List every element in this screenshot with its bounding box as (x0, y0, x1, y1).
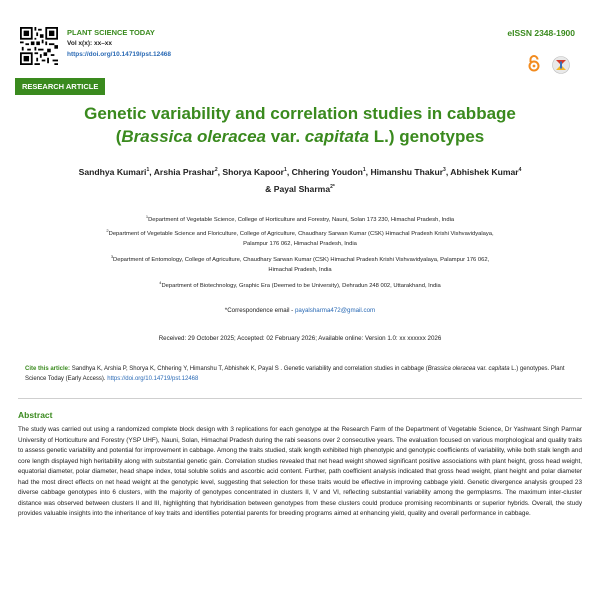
citation-doi-link[interactable]: https://doi.org/10.14719/pst.12468 (107, 376, 199, 382)
open-access-icon[interactable] (527, 54, 541, 72)
correspondence: *Correspondence email - payalsharma472@gmail.com (224, 307, 376, 314)
publication-dates: Received: 29 October 2025; Accepted: 02 February 2026; Available online: Version 1.0: xx xxxxxx 2026 (158, 335, 442, 342)
correspondence-email[interactable]: payalsharma472@gmail.com (294, 307, 376, 314)
journal-name: PLANT SCIENCE TODAY (67, 28, 155, 37)
author-name: Arshia Prashar (153, 166, 215, 177)
article-title-line1: Genetic variability and correlation studies in cabbage (84, 104, 516, 123)
crossmark-icon[interactable] (552, 56, 570, 74)
author-name: Himanshu Thakur (370, 166, 444, 177)
author-name: Abhishek Kumar (450, 166, 519, 177)
divider (18, 398, 582, 399)
author-name: Sandhya Kumari (78, 166, 147, 177)
abstract-heading: Abstract (18, 410, 53, 420)
citation: Cite this article: Sandhya K, Arshia P, Shorya K, Chhering Y, Himanshu T, Abhishek K, Payal S . Genetic variability and correlation studies in cabbage (Brassica oleracea var. capitata L.) genotypes. Plant Science Today (Early Access). https://doi.org/10.14719/pst.12468 (25, 366, 565, 382)
affiliation-3: $^3$Department of Entomology, College of Agriculture, Chaudhary Sarwan Kumar (CSK) Himachal Pradesh Krishi Vishvavidyalaya, Palampur 176 062, Himachal Pradesh, India (110, 254, 490, 274)
qr-code-icon (20, 27, 58, 65)
doi-link[interactable]: https://doi.org/10.14719/pst.12468 (67, 51, 172, 58)
affiliation-4: $^4$Department of Biotechnology, Graphic Era (Deemed to be University), Dehradun 248 002, Uttarakhand, India (159, 280, 441, 289)
abstract-text: The study was carried out using a randomized complete block design with 3 replications for each genotype at the Research Farm of the Department of Vegetable Science, Dr Yashwant Singh Parmar University of Horticulture and Forestry (YSP UHF), Nauni, Solan, Himachal Pradesh during the rabi seasons over 2 consecutive years. The evaluation focused on various morphological and quality traits to assess genetic variability and potential for improvement in cabbage. Among the traits studied, stalk length exhibited high phenotypic and genotypic coefficients of variability, while both stalk length and core length displayed high heritability along with substantial genetic gain. Correlation studies revealed that net head weight showed significant positive associations with plant height, gross head weight, equatorial diameter, polar diameter, head shape index, total soluble solids and ascorbic acid content. Further, path coefficient analysis indicated that gross head weight, plant height and polar diameter had the most direct effects on net head weight at the genotypic level, suggesting that selection for these traits would be effective in improving cabbage yield. Genetic divergence analysis grouped 23 diverse cabbage genotypes into 6 clusters, with the majority of genotypes concentrated in clusters II, V and VI, reflecting substantial variability among the germplasms. The maximum inter-cluster distance was observed between clusters II and III, highlighting that hybridisation between genotypes from these clusters could produce promising recombinants or superior hybrids. Overall, the study provides valuable insights into the inheritance of key traits and identifies potential parents for breeding programs aimed at enhancing yield, quality and overall performance in cabbage. (18, 426, 582, 518)
volume-info: Vol x(x): xx–xx (67, 40, 113, 47)
affiliation-1: $^1$Department of Vegetable Science, College of Horticulture and Forestry, Nauni, Solan 173 230, Himachal Pradesh, India (145, 214, 455, 223)
article-title-line2: (Brassica oleracea var. capitata L.) genotypes (115, 127, 485, 146)
author-name: Chhering Youdon (291, 166, 363, 177)
author-list-line1: Sandhya Kumari$^1$, Arshia Prashar$^2$, Shorya Kapoor$^1$, Chhering Youdon$^1$, Himanshu Thakur$^3$, Abhishek Kumar$^4$ (78, 166, 522, 177)
author-name: Shorya Kapoor (222, 166, 285, 177)
author-name: Payal Sharma (273, 183, 331, 194)
author-list-line2: & Payal Sharma$^{2*}$ (265, 183, 335, 194)
eissn: eISSN 2348-1900 (507, 28, 575, 38)
article-type-badge: RESEARCH ARTICLE (15, 78, 105, 95)
affiliation-2: $^2$Department of Vegetable Science and Floriculture, College of Agriculture, Chaudhary Sarwan Kumar (CSK) Himachal Pradesh Krishi Vishvavidyalaya, Palampur 176 062, Himachal Pradesh, India (106, 228, 494, 248)
citation-label: Cite this article: (25, 366, 71, 372)
